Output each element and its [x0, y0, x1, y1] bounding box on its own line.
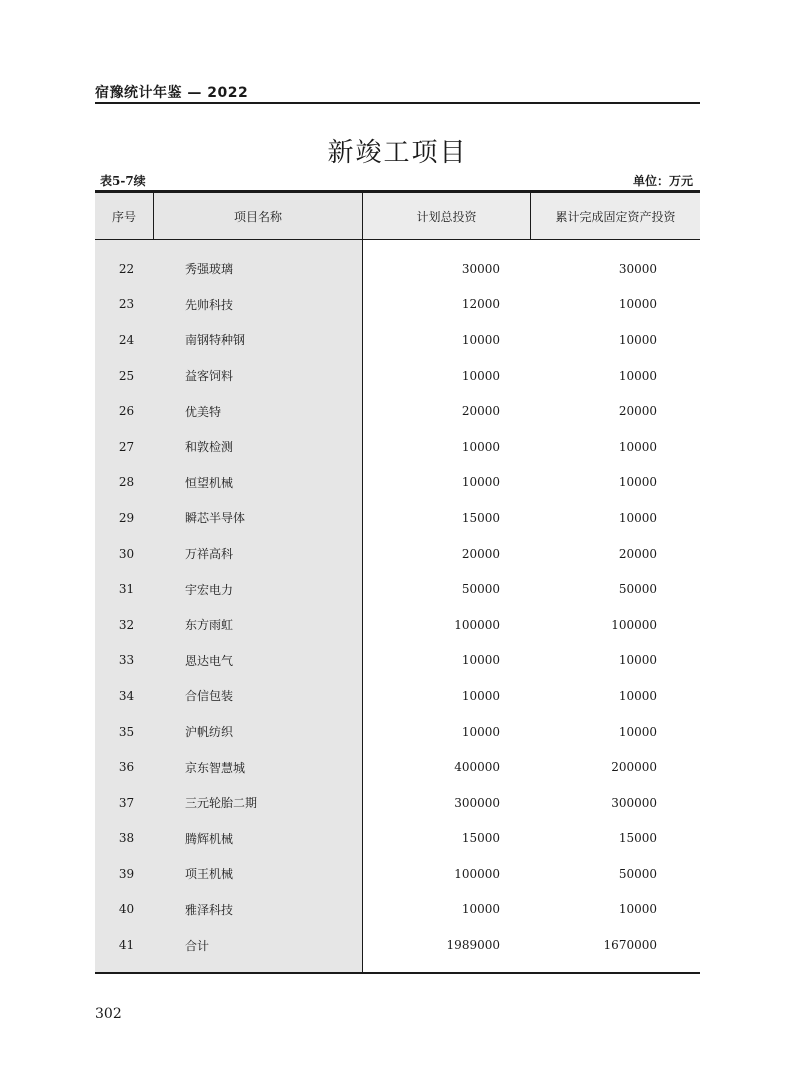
row-seq: 41: [118, 938, 135, 953]
row-seq: 30: [118, 546, 135, 561]
data-table: [95, 190, 700, 974]
row-project-name: 腾辉机械: [185, 831, 234, 846]
row-seq: 36: [118, 760, 135, 775]
row-completed-investment: 10000: [618, 724, 657, 739]
row-completed-investment: 50000: [618, 582, 657, 597]
row-seq: 40: [118, 902, 135, 917]
row-planned-investment: 12000: [461, 297, 500, 312]
row-completed-investment: 50000: [618, 866, 657, 881]
row-planned-investment: 20000: [461, 546, 500, 561]
row-project-name: 优美特: [185, 404, 222, 419]
row-project-name: 京东智慧城: [185, 760, 246, 775]
page-title: 新竣工项目: [327, 138, 468, 168]
table-header: [95, 193, 700, 240]
row-completed-investment: 10000: [618, 475, 657, 490]
row-seq: 25: [118, 368, 135, 383]
row-completed-investment: 15000: [618, 831, 657, 846]
table-row: [95, 465, 700, 501]
row-completed-investment: 10000: [618, 368, 657, 383]
row-project-name: 和敦检测: [185, 440, 234, 455]
unit-label: 单位：万元: [632, 174, 693, 188]
row-completed-investment: 10000: [618, 297, 657, 312]
row-seq: 23: [118, 297, 135, 312]
row-project-name: 三元轮胎二期: [185, 796, 258, 811]
table-row: [95, 821, 700, 857]
row-completed-investment: 300000: [611, 795, 657, 810]
row-project-name: 万祥高科: [185, 547, 234, 562]
page-number: 302: [95, 1006, 122, 1022]
row-seq: 26: [118, 404, 135, 419]
row-planned-investment: 10000: [461, 368, 500, 383]
row-completed-investment: 10000: [618, 902, 657, 917]
table-row: [95, 607, 700, 643]
row-project-name: 南钢特种钢: [185, 333, 246, 348]
header-project-name: 项目名称: [154, 193, 363, 239]
row-planned-investment: 100000: [454, 617, 500, 632]
row-project-name: 沪帆纺织: [185, 725, 234, 740]
row-completed-investment: 10000: [618, 688, 657, 703]
row-seq: 22: [118, 261, 135, 276]
table-row: [95, 856, 700, 892]
table-row: [95, 536, 700, 572]
header-seq: 序号: [95, 193, 154, 239]
table-row: [95, 322, 700, 358]
row-project-name: 合信包装: [185, 689, 234, 704]
table-row: [95, 287, 700, 323]
row-completed-investment: 200000: [611, 760, 657, 775]
row-seq: 31: [118, 582, 135, 597]
row-planned-investment: 10000: [461, 653, 500, 668]
row-completed-investment: 10000: [618, 439, 657, 454]
row-seq: 33: [118, 653, 135, 668]
row-completed-investment: 1670000: [603, 938, 657, 953]
table-row: [95, 500, 700, 536]
table-row: [95, 358, 700, 394]
row-planned-investment: 10000: [461, 332, 500, 347]
table-body: [95, 251, 700, 963]
row-seq: 35: [118, 724, 135, 739]
running-head: 宿豫统计年鉴 — 2022: [95, 85, 249, 101]
row-planned-investment: 300000: [454, 795, 500, 810]
table-row: [95, 571, 700, 607]
row-planned-investment: 50000: [461, 582, 500, 597]
row-completed-investment: 10000: [618, 332, 657, 347]
row-project-name: 恒望机械: [185, 475, 234, 490]
table-row: [95, 714, 700, 750]
row-seq: 24: [118, 332, 135, 347]
table-row: [95, 251, 700, 287]
row-completed-investment: 20000: [618, 404, 657, 419]
row-completed-investment: 100000: [611, 617, 657, 632]
header-planned-investment: 计划总投资: [363, 193, 531, 239]
row-completed-investment: 10000: [618, 510, 657, 525]
row-project-name: 瞬芯半导体: [185, 511, 246, 526]
row-planned-investment: 100000: [454, 866, 500, 881]
table-row: [95, 393, 700, 429]
row-project-name: 秀强玻璃: [185, 262, 234, 277]
row-planned-investment: 15000: [461, 831, 500, 846]
row-completed-investment: 30000: [618, 261, 657, 276]
header-completed-investment: 累计完成固定资产投资: [531, 193, 700, 239]
row-seq: 32: [118, 617, 135, 632]
row-planned-investment: 10000: [461, 902, 500, 917]
table-number: 表5-7续: [100, 174, 146, 188]
row-seq: 38: [118, 831, 135, 846]
table-row: [95, 678, 700, 714]
row-planned-investment: 30000: [461, 261, 500, 276]
row-seq: 27: [118, 439, 135, 454]
row-seq: 37: [118, 795, 135, 810]
row-project-name: 宇宏电力: [185, 582, 234, 597]
table-row: [95, 429, 700, 465]
row-completed-investment: 20000: [618, 546, 657, 561]
row-project-name: 雅泽科技: [185, 902, 234, 917]
row-project-name: 合计: [185, 938, 210, 953]
row-planned-investment: 15000: [461, 510, 500, 525]
table-row: [95, 643, 700, 679]
row-planned-investment: 10000: [461, 475, 500, 490]
row-seq: 39: [118, 866, 135, 881]
table-row: [95, 749, 700, 785]
row-planned-investment: 1989000: [446, 938, 500, 953]
table-row: [95, 927, 700, 963]
row-planned-investment: 20000: [461, 404, 500, 419]
row-planned-investment: 10000: [461, 439, 500, 454]
row-project-name: 恩达电气: [185, 653, 234, 668]
row-project-name: 东方雨虹: [185, 618, 234, 633]
row-planned-investment: 10000: [461, 724, 500, 739]
row-seq: 29: [118, 510, 135, 525]
row-project-name: 益客饲料: [185, 369, 234, 384]
header-rule: [95, 102, 700, 104]
row-seq: 28: [118, 475, 135, 490]
row-project-name: 先帅科技: [185, 297, 234, 312]
row-project-name: 项王机械: [185, 867, 234, 882]
table-row: [95, 892, 700, 928]
row-planned-investment: 10000: [461, 688, 500, 703]
row-planned-investment: 400000: [454, 760, 500, 775]
table-row: [95, 785, 700, 821]
row-completed-investment: 10000: [618, 653, 657, 668]
row-seq: 34: [118, 688, 135, 703]
